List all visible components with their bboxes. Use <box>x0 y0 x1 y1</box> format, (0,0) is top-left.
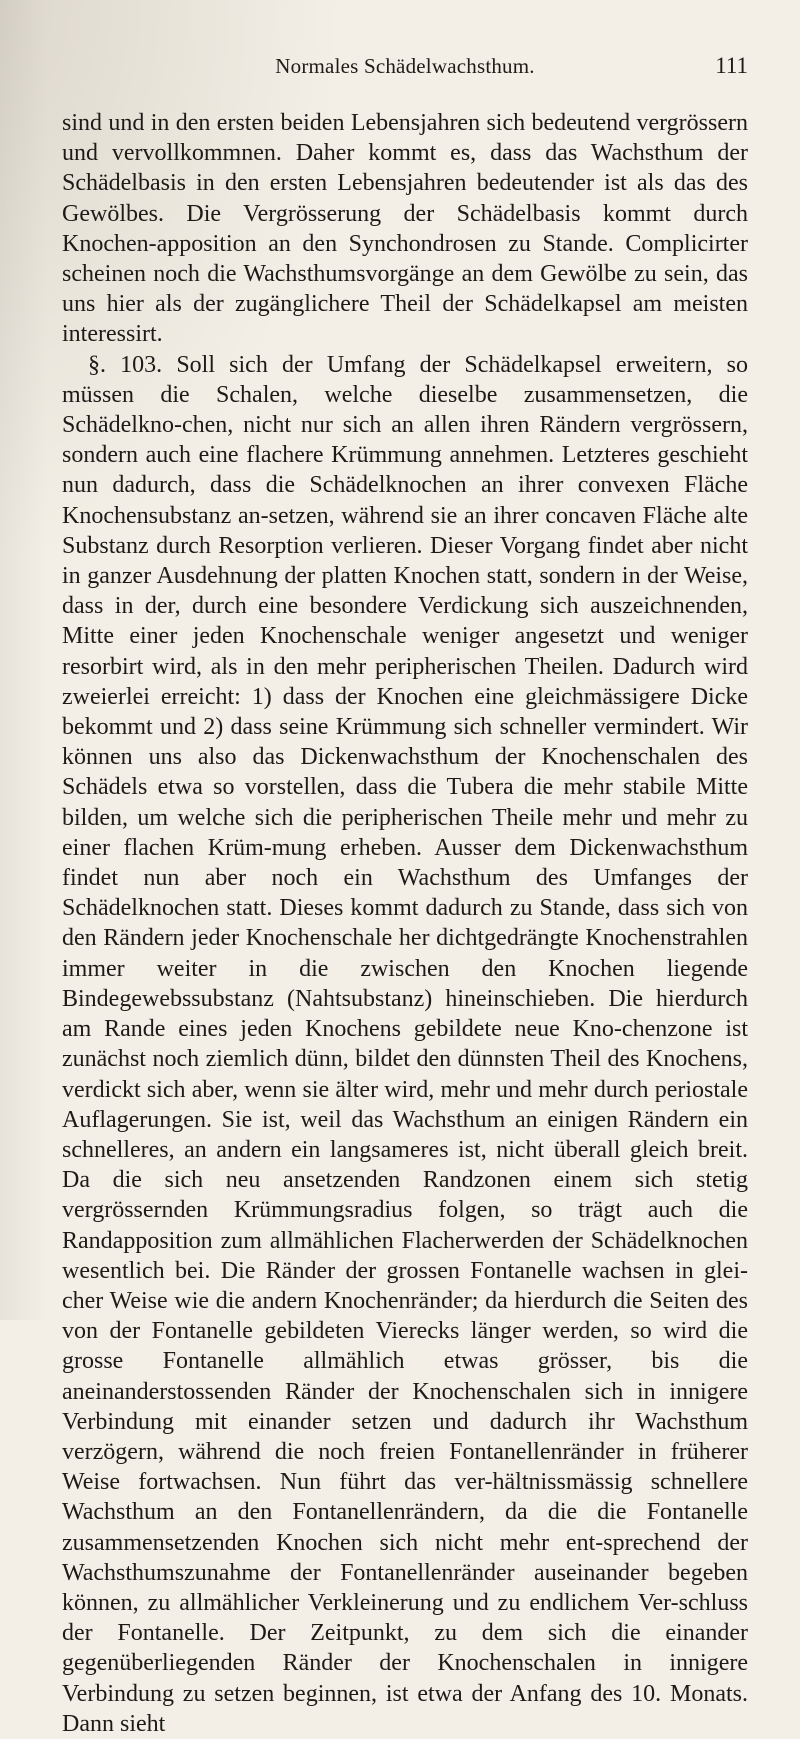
paragraph-continued: sind und in den ersten beiden Lebensjahren sich bedeutend vergrössern und vervollkommnen. Daher kommt es, dass das Wachsthum der Schädelbasis in den ersten Lebensjahren bedeutender ist als das des Gewölbes. Die Vergrösserung der Schädelbasis kommt durch Knochen-apposition an den Synchondrosen zu Stande. Complicirter scheinen noch die Wachsthumsvorgänge an dem Gewölbe zu sein, das uns hier als der zugänglichere Theil der Schädelkapsel am meisten interessirt. <box>62 110 748 348</box>
page-header <box>62 0 748 78</box>
body-text <box>62 108 748 1739</box>
running-title: Normales Schädelwachsthum. <box>275 54 535 78</box>
paragraph-section-103: §. 103. Soll sich der Umfang der Schädelkapsel erweitern, so müssen die Schalen, welche dieselbe zusammensetzen, die Schädelkno-chen, nicht nur sich an allen ihren Rändern vergrössern, sondern auch eine flachere Krümmung annehmen. Letzteres geschieht nun dadurch, dass die Schädelknochen an ihrer convexen Fläche Knochensubstanz an-setzen, während sie an ihrer concaven Fläche alte Substanz durch Resorption verlieren. Dieser Vorgang findet aber nicht in ganzer Ausdehnung der platten Knochen statt, sondern in der Weise, dass in der, durch eine besondere Verdickung sich auszeichnenden, Mitte einer jeden Knochenschale weniger angesetzt und weniger resorbirt wird, als in den mehr peripherischen Theilen. Dadurch wird zweierlei erreicht: 1) dass der Knochen eine gleichmässigere Dicke bekommt und 2) dass seine Krümmung sich schneller vermindert. Wir können uns also das Dickenwachsthum der Knochenschalen des Schädels etwa so vorstellen, dass die Tubera die mehr stabile Mitte bilden, um welche sich die peripherischen Theile mehr und mehr zu einer flachen Krüm-mung erheben. Ausser dem Dickenwachsthum findet nun aber noch ein Wachsthum des Umfanges der Schädelknochen statt. Dieses kommt dadurch zu Stande, dass sich von den Rändern jeder Knochenschale her dichtgedrängte Knochenstrahlen immer weiter in die zwischen den Knochen liegende Bindegewebssubstanz (Nahtsubstanz) hineinschieben. Die hierdurch am Rande eines jeden Knochens gebildete neue Kno-chenzone ist zunächst noch ziemlich dünn, bildet den dünnsten Theil des Knochens, verdickt sich aber, wenn sie älter wird, mehr und mehr durch periostale Auflagerungen. Sie ist, weil das Wachsthum an einigen Rändern ein schnelleres, an andern ein langsameres ist, nicht überall gleich breit. Da die sich neu ansetzenden Randzonen einem sich stetig vergrössernden Krümmungsradius folgen, so trägt auch die Randapposition zum allmählichen Flacherwerden der Schädelknochen wesentlich bei. Die Ränder der grossen Fontanelle wachsen in glei-cher Weise wie die andern Knochenränder; da hierdurch die Seiten des von der Fontanelle gebildeten Vierecks länger werden, so wird die grosse Fontanelle allmählich etwas grösser, bis die aneinanderstossenden Ränder der Knochenschalen sich in innigere Verbindung mit einander setzen und dadurch ihr Wachsthum verzögern, während die noch freien Fontanellenränder in früherer Weise fortwachsen. Nun führt das ver-hältnissmässig schnellere Wachsthum an den Fontanellenrändern, da die die Fontanelle zusammensetzenden Knochen sich nicht mehr ent-sprechend der Wachsthumszunahme der Fontanellenränder auseinander begeben können, zu allmählicher Verkleinerung und zu endlichem Ver-schluss der Fontanelle. Der Zeitpunkt, zu dem sich die einander gegenüberliegenden Ränder der Knochenschalen in innigere Verbindung zu setzen beginnen, ist etwa der Anfang des 10. Monats. Dann sieht <box>62 351 748 1737</box>
page-number: 111 <box>715 53 748 78</box>
